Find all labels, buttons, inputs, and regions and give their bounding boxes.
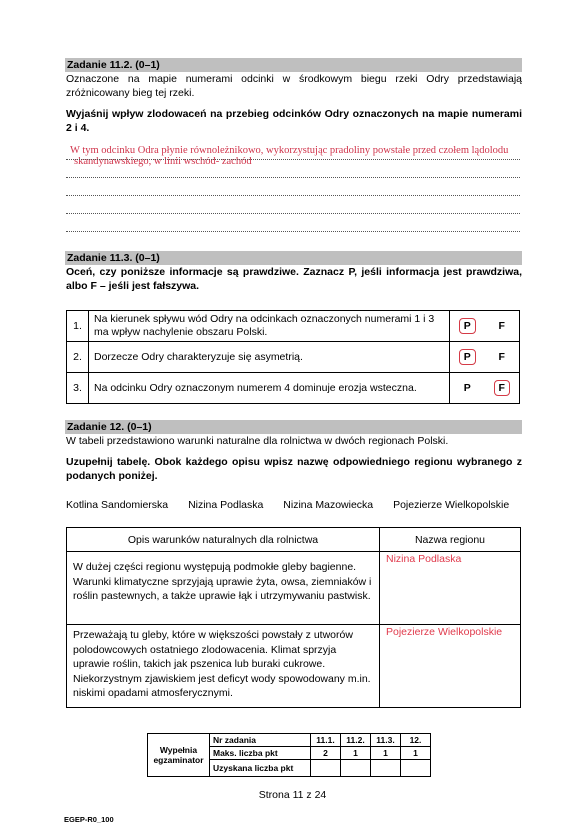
table-row [67,625,521,708]
got-points-cell[interactable] [371,760,401,777]
row-number: 2. [67,342,89,373]
table-row [67,552,521,625]
answer-line[interactable] [66,213,520,214]
task-12-intro: W tabeli przedstawiono warunki naturalne dla rolnictwa w dwóch regionach Polski. [66,435,449,447]
handwritten-answer-line-1: W tym odcinku Odra płynie równoleżnikowo, wykorzystując pradoliny powstałe przed czołem lądolodu [70,145,509,156]
region-table [66,527,521,708]
description-cell: Przeważają tu gleby, które w większości powstały z utworów polodowcowych ostatniego zlodowacenia. Klimat sprzyja uprawie roślin, takich jak pszenica lub buraki cukrowe. Niekorzystnym zjawiskiem jest deficyt wody spowodowany m.in. niskimi opadami atmosferycznymi. [67,625,380,708]
task-11-2-instruction: Wyjaśnij wpływ zlodowaceń na przebieg odcinków Odry oznaczonych na mapie numerami 2 i 4. [66,108,522,134]
option-f[interactable]: F [485,311,520,342]
page-number: Strona 11 z 24 [258,789,327,801]
max-points: 1 [341,747,371,760]
table-header-row [67,528,521,552]
answer-line[interactable] [66,195,520,196]
table-row [67,342,520,373]
answer-line[interactable] [66,231,520,232]
description-cell: W dużej części regionu występują podmokłe gleby bagienne. Warunki klimatyczne sprzyjają uprawie żyta, owsa, ziemniaków i roślin pastewnych, a także uprawie łąk i utrzymywaniu pastwisk. [67,552,380,625]
examiner-label-line: Wypełnia [159,745,198,755]
region-option: Nizina Mazowiecka [283,499,374,511]
row-label-task: Nr zadania [210,734,311,747]
option-p[interactable]: P [450,373,485,404]
task-11-3-instruction: Oceń, czy poniższe informacje są prawdziwe. Zaznacz P, jeśli informacja jest prawdziwa, albo F – jeśli jest fałszywa. [66,266,522,292]
column-header-description: Opis warunków naturalnych dla rolnictwa [67,528,380,552]
row-label-got: Uzyskana liczba pkt [210,760,311,777]
got-points-cell[interactable] [401,760,431,777]
circled-p-mark: P [459,318,476,334]
got-points-cell[interactable] [311,760,341,777]
option-f[interactable]: F [485,342,520,373]
statement-text: Na odcinku Odry oznaczonym numerem 4 dominuje erozja wsteczna. [89,373,450,404]
circled-f-mark: F [494,380,510,396]
region-option: Kotlina Sandomierska [66,499,169,511]
answer-line[interactable] [66,177,520,178]
statement-text: Na kierunek spływu wód Odry na odcinkach oznaczonych numerami 1 i 3 ma wpływ nachylenie obszaru Polski. [89,311,450,342]
region-option: Pojezierze Wielkopolskie [393,499,510,511]
task-11-3-header: Zadanie 11.3. (0–1) [65,251,522,265]
max-points: 2 [311,747,341,760]
task-11-2-header: Zadanie 11.2. (0–1) [65,58,522,72]
answer-line[interactable] [66,159,520,160]
option-p[interactable] [450,342,485,373]
examiner-score-table [147,733,431,777]
handwritten-answer-line-2: skandynawskiego, w linii wschód- zachód [74,156,252,167]
task-number: 12. [401,734,431,747]
region-answer-cell[interactable]: Pojezierze Wielkopolskie [380,625,521,708]
task-number: 11.3. [371,734,401,747]
examiner-label-line: egzaminator [153,755,204,765]
row-number: 1. [67,311,89,342]
statement-text: Dorzecze Odry charakteryzuje się asymetrią. [89,342,450,373]
option-p[interactable] [450,311,485,342]
exam-code: EGEP-R0_100 [64,815,114,824]
task-number: 11.2. [341,734,371,747]
option-f[interactable] [485,373,520,404]
table-row [67,373,520,404]
row-number: 3. [67,373,89,404]
table-row [67,311,520,342]
task-12-header: Zadanie 12. (0–1) [65,420,522,434]
region-options [66,499,509,511]
max-points: 1 [371,747,401,760]
task-12-instruction: Uzupełnij tabelę. Obok każdego opisu wpisz nazwę odpowiedniego regionu wybranego z podanych poniżej. [66,456,522,482]
got-points-cell[interactable] [341,760,371,777]
task-11-2-intro: Oznaczone na mapie numerami odcinki w środkowym biegu rzeki Odry przedstawiają zróżnicowany bieg tej rzeki. [66,73,522,99]
examiner-label [148,734,210,777]
true-false-table [66,310,520,404]
max-points: 1 [401,747,431,760]
row-label-max: Maks. liczba pkt [210,747,311,760]
circled-p-mark: P [459,349,476,365]
region-answer-cell[interactable]: Nizina Podlaska [380,552,521,625]
task-number: 11.1. [311,734,341,747]
region-option: Nizina Podlaska [188,499,264,511]
column-header-region: Nazwa regionu [380,528,521,552]
